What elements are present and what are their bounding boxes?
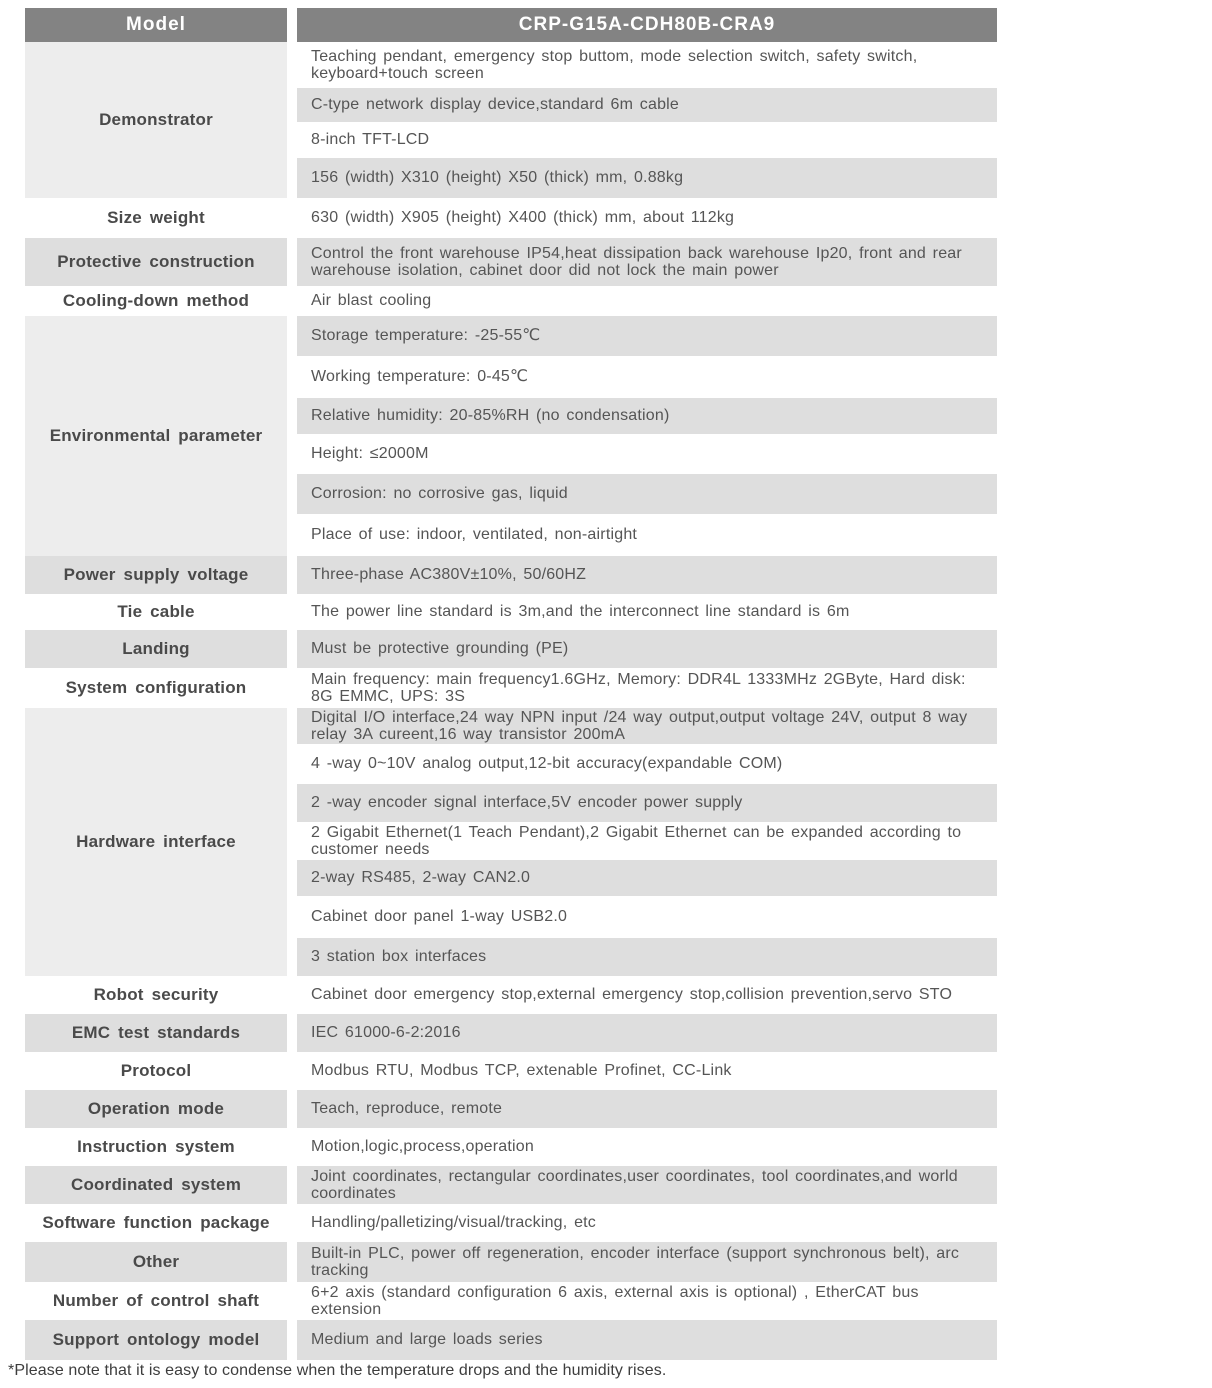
column-divider — [287, 238, 297, 286]
spec-section-environmental-parameter — [25, 316, 997, 556]
value-rows — [297, 1204, 997, 1242]
row-label-hardware-interface: Hardware interface — [25, 708, 287, 976]
spec-value-row — [297, 42, 997, 88]
row-label-robot-security: Robot security — [25, 976, 287, 1014]
value-rows — [297, 198, 997, 238]
spec-value-text: 6+2 axis (standard configuration 6 axis, external axis is optional) , EtherCAT bus extension — [311, 1283, 919, 1318]
spec-value-row — [297, 158, 997, 198]
spec-value-row — [297, 744, 997, 784]
spec-value-text: 8-inch TFT-LCD — [311, 131, 430, 149]
row-label-cooling-down-method: Cooling-down method — [25, 286, 287, 316]
spec-value-text: Place of use: indoor, ventilated, non-airtight — [311, 526, 638, 544]
spec-value-text: Motion,logic,process,operation — [311, 1138, 535, 1156]
spec-section-cooling-down-method — [25, 286, 997, 316]
column-divider — [287, 668, 297, 708]
value-rows — [297, 316, 997, 556]
model-number-value: CRP-G15A-CDH80B-CRA9 — [297, 8, 997, 42]
spec-section-number-of-control-shaft — [25, 1282, 997, 1320]
row-label-size-weight: Size weight — [25, 198, 287, 238]
spec-value-text: Modbus RTU, Modbus TCP, extenable Profinet, CC-Link — [311, 1062, 732, 1080]
spec-value-text: Medium and large loads series — [311, 1331, 543, 1349]
spec-value-row — [297, 514, 997, 556]
spec-value-text: Must be protective grounding (PE) — [311, 640, 569, 658]
value-rows — [297, 1014, 997, 1052]
column-divider — [287, 42, 297, 198]
spec-value-row — [297, 122, 997, 158]
spec-section-system-configuration — [25, 668, 997, 708]
spec-section-size-weight — [25, 198, 997, 238]
column-divider — [287, 1128, 297, 1166]
value-rows — [297, 238, 997, 286]
spec-section-support-ontology-model — [25, 1320, 997, 1360]
row-label-landing: Landing — [25, 630, 287, 668]
spec-value-row — [297, 860, 997, 896]
spec-section-other — [25, 1242, 997, 1282]
spec-value-row — [297, 474, 997, 514]
spec-section-robot-security — [25, 976, 997, 1014]
spec-value-text: IEC 61000-6-2:2016 — [311, 1024, 461, 1042]
column-divider — [287, 708, 297, 976]
spec-value-text: 156 (width) X310 (height) X50 (thick) mm, 0.88kg — [311, 169, 684, 187]
spec-value-row — [297, 1242, 997, 1282]
row-label-power-supply-voltage: Power supply voltage — [25, 556, 287, 594]
spec-value-text: Corrosion: no corrosive gas, liquid — [311, 485, 568, 503]
spec-value-text: Handling/palletizing/visual/tracking, etc — [311, 1214, 597, 1232]
model-header-label: Model — [25, 8, 287, 42]
spec-section-tie-cable — [25, 594, 997, 630]
value-rows — [297, 708, 997, 976]
spec-value-text: Working temperature: 0-45℃ — [311, 368, 529, 386]
row-label-protective-construction: Protective construction — [25, 238, 287, 286]
spec-value-row — [297, 398, 997, 434]
spec-value-text: 630 (width) X905 (height) X400 (thick) mm, about 112kg — [311, 209, 735, 227]
column-divider — [287, 316, 297, 556]
row-label-system-configuration: System configuration — [25, 668, 287, 708]
spec-section-coordinated-system — [25, 1166, 997, 1204]
spec-section-demonstrator — [25, 42, 997, 198]
spec-value-row — [297, 1204, 997, 1242]
spec-value-row — [297, 708, 997, 744]
spec-value-row — [297, 1052, 997, 1090]
spec-section-hardware-interface — [25, 708, 997, 976]
spec-value-text: Digital I/O interface,24 way NPN input /24 way output,output voltage 24V, output 8 way relay 3A cureent,16 way transistor 200mA — [311, 708, 968, 743]
spec-value-text: Cabinet door panel 1-way USB2.0 — [311, 908, 568, 926]
column-divider — [287, 1204, 297, 1242]
spec-value-row — [297, 1282, 997, 1320]
row-label-software-function-package: Software function package — [25, 1204, 287, 1242]
spec-value-text: Built-in PLC, power off regeneration, encoder interface (support synchronous belt), arc tracking — [311, 1244, 960, 1279]
spec-value-text: 2 Gigabit Ethernet(1 Teach Pendant),2 Gigabit Ethernet can be expanded according to customer needs — [311, 823, 962, 858]
spec-value-row — [297, 822, 997, 860]
spec-value-row — [297, 316, 997, 356]
spec-value-row — [297, 896, 997, 938]
spec-value-row — [297, 938, 997, 976]
value-rows — [297, 594, 997, 630]
spec-value-row — [297, 668, 997, 708]
spec-value-row — [297, 630, 997, 668]
spec-section-protocol — [25, 1052, 997, 1090]
value-rows — [297, 1128, 997, 1166]
table-header-row — [25, 8, 997, 42]
spec-value-text: Joint coordinates, rectangular coordinates,user coordinates, tool coordinates,and world coordinates — [311, 1167, 958, 1202]
spec-value-row — [297, 198, 997, 238]
value-rows — [297, 668, 997, 708]
spec-value-text: Relative humidity: 20-85%RH (no condensation) — [311, 407, 670, 425]
row-label-environmental-parameter: Environmental parameter — [25, 316, 287, 556]
value-rows — [297, 1052, 997, 1090]
value-rows — [297, 1282, 997, 1320]
spec-value-text: 4 -way 0~10V analog output,12-bit accuracy(expandable COM) — [311, 755, 783, 773]
value-rows — [297, 42, 997, 198]
spec-value-text: Teaching pendant, emergency stop buttom, mode selection switch, safety switch, keyboard+touch screen — [311, 47, 918, 82]
value-rows — [297, 1242, 997, 1282]
spec-value-row — [297, 434, 997, 474]
spec-value-text: Height: ≤2000M — [311, 445, 429, 463]
spec-value-text: Air blast cooling — [311, 292, 432, 310]
spec-value-text: 2 -way encoder signal interface,5V encoder power supply — [311, 794, 743, 812]
column-divider — [287, 976, 297, 1014]
spec-value-text: Three-phase AC380V±10%, 50/60HZ — [311, 566, 587, 584]
spec-value-row — [297, 594, 997, 630]
spec-value-text: Control the front warehouse IP54,heat dissipation back warehouse Ip20, front and rear warehouse isolation, cabinet door did not lock the main power — [311, 244, 962, 279]
spec-value-row — [297, 556, 997, 594]
spec-section-operation-mode — [25, 1090, 997, 1128]
spec-value-row — [297, 356, 997, 398]
spec-value-row — [297, 976, 997, 1014]
spec-value-text: C-type network display device,standard 6m cable — [311, 96, 680, 114]
column-divider — [287, 1242, 297, 1282]
condensation-footnote: *Please note that it is easy to condense when the temperature drops and the humidity rises. — [8, 1362, 667, 1379]
spec-value-row — [297, 1128, 997, 1166]
value-rows — [297, 1320, 997, 1360]
column-divider — [287, 1320, 297, 1360]
value-rows — [297, 1166, 997, 1204]
spec-value-row — [297, 1166, 997, 1204]
spec-section-instruction-system — [25, 1128, 997, 1166]
spec-section-landing — [25, 630, 997, 668]
header-column-divider — [287, 8, 297, 42]
value-rows — [297, 1090, 997, 1128]
spec-value-row — [297, 1090, 997, 1128]
row-label-number-of-control-shaft: Number of control shaft — [25, 1282, 287, 1320]
column-divider — [287, 1282, 297, 1320]
spec-value-row — [297, 238, 997, 286]
row-label-demonstrator: Demonstrator — [25, 42, 287, 198]
column-divider — [287, 1014, 297, 1052]
table-body — [25, 42, 997, 1360]
spec-value-row — [297, 88, 997, 122]
spec-value-text: Main frequency: main frequency1.6GHz, Memory: DDR4L 1333MHz 2GByte, Hard disk: 8G EMMC, UPS: 3S — [311, 670, 966, 705]
spec-value-row — [297, 1014, 997, 1052]
spec-value-row — [297, 286, 997, 316]
spec-section-software-function-package — [25, 1204, 997, 1242]
column-divider — [287, 594, 297, 630]
value-rows — [297, 286, 997, 316]
column-divider — [287, 198, 297, 238]
row-label-instruction-system: Instruction system — [25, 1128, 287, 1166]
spec-value-text: Teach, reproduce, remote — [311, 1100, 503, 1118]
column-divider — [287, 286, 297, 316]
column-divider — [287, 1052, 297, 1090]
spec-value-text: Storage temperature: -25-55℃ — [311, 327, 541, 345]
row-label-tie-cable: Tie cable — [25, 594, 287, 630]
row-label-emc-test-standards: EMC test standards — [25, 1014, 287, 1052]
column-divider — [287, 1166, 297, 1204]
spec-value-row — [297, 784, 997, 822]
value-rows — [297, 976, 997, 1014]
column-divider — [287, 630, 297, 668]
spec-section-protective-construction — [25, 238, 997, 286]
spec-value-row — [297, 1320, 997, 1360]
value-rows — [297, 556, 997, 594]
column-divider — [287, 556, 297, 594]
spec-section-power-supply-voltage — [25, 556, 997, 594]
spec-value-text: The power line standard is 3m,and the interconnect line standard is 6m — [311, 603, 850, 621]
spec-section-emc-test-standards — [25, 1014, 997, 1052]
row-label-coordinated-system: Coordinated system — [25, 1166, 287, 1204]
column-divider — [287, 1090, 297, 1128]
spec-value-text: 3 station box interfaces — [311, 948, 487, 966]
spec-value-text: 2-way RS485, 2-way CAN2.0 — [311, 869, 531, 887]
row-label-support-ontology-model: Support ontology model — [25, 1320, 287, 1360]
row-label-operation-mode: Operation mode — [25, 1090, 287, 1128]
row-label-other: Other — [25, 1242, 287, 1282]
specification-table — [25, 8, 997, 1360]
spec-value-text: Cabinet door emergency stop,external emergency stop,collision prevention,servo STO — [311, 986, 953, 1004]
value-rows — [297, 630, 997, 668]
row-label-protocol: Protocol — [25, 1052, 287, 1090]
